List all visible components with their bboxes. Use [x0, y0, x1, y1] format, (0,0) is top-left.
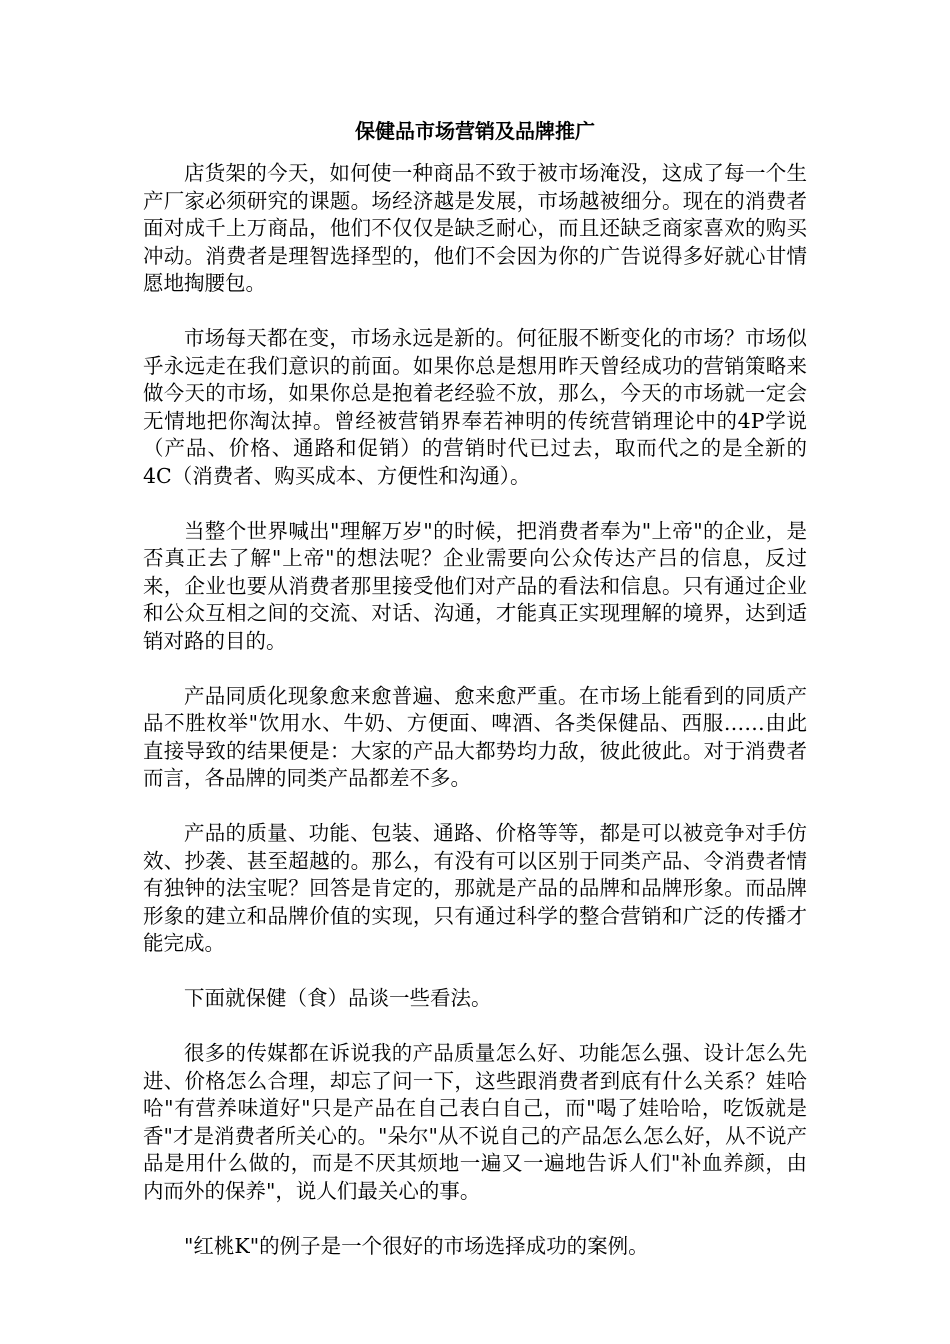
paragraph: 下面就保健（食）品谈一些看法。: [184, 986, 492, 1010]
paragraph: 当整个世界喊出"理解万岁"的时候，把消费者奉为"上帝"的企业，是否真正去了解"上帝"的想法呢？企业需要向公众传达产吕的信息，反过来，企业也要从消费者那里接受他们对产品的看法和信息。只有通过企业和公众互相之间的交流、对话、沟通，才能真正实现理解的境界，达到适销对路的目的。: [143, 518, 807, 653]
paragraph: 市场每天都在变，市场永远是新的。何征服不断变化的市场？市场似乎永远走在我们意识的前面。如果你总是想用昨天曾经成功的营销策略来做今天的市场，如果你总是抱着老经验不放，那么，今天的市场就一定会无情地把你淘汰掉。曾经被营销界奉若神明的传统营销理论中的4P学说（产品、价格、通路和促销）的营销时代已过去，取而代之的是全新的4C（消费者、购买成本、方便性和沟通）。: [143, 326, 807, 488]
paragraph: 产品同质化现象愈来愈普遍、愈来愈严重。在市场上能看到的同质产品不胜枚举"饮用水、牛奶、方便面、啤酒、各类保健品、西服……由此直接导致的结果便是：大家的产品大都势均力敌，彼此彼此。对于消费者而言，各品牌的同类产品都差不多。: [143, 683, 807, 790]
paragraph: 产品的质量、功能、包装、通路、价格等等，都是可以被竞争对手仿效、抄袭、甚至超越的。那么，有没有可以区别于同类产品、令消费者情有独钟的法宝呢？回答是肯定的，那就是产品的品牌和品牌形象。而品牌形象的建立和品牌价值的实现，只有通过科学的整合营销和广泛的传播才能完成。: [143, 821, 807, 955]
paragraph: 店货架的今天，如何使一种商品不致于被市场淹没，这成了每一个生产厂家必须研究的课题。场经济越是发展，市场越被细分。现在的消费者面对成千上万商品，他们不仅仅是缺乏耐心，而且还缺乏商家喜欢的购买冲动。消费者是理智选择型的，他们不会因为你的广告说得多好就心甘情愿地掏腰包。: [143, 161, 807, 295]
document-title: 保健品市场营销及品牌推广: [355, 119, 595, 143]
paragraph: "红桃K"的例子是一个很好的市场选择成功的案例。: [184, 1233, 649, 1258]
paragraph: 很多的传媒都在诉说我的产品质量怎么好、功能怎么强、设计怎么先进、价格怎么合理，却忘了问一下，这些跟消费者到底有什么关系？娃哈哈"有营养味道好"只是产品在自己表白自己，而"喝了娃哈哈，吃饭就是香"才是消费者所关心的。"朵尔"从不说自己的产品怎么怎么好，从不说产品是用什么做的，而是不厌其烦地一遍又一遍地告诉人们"补血养颜，由内而外的保养"，说人们最关心的事。: [143, 1041, 807, 1203]
document-body: [143, 160, 807, 1288]
